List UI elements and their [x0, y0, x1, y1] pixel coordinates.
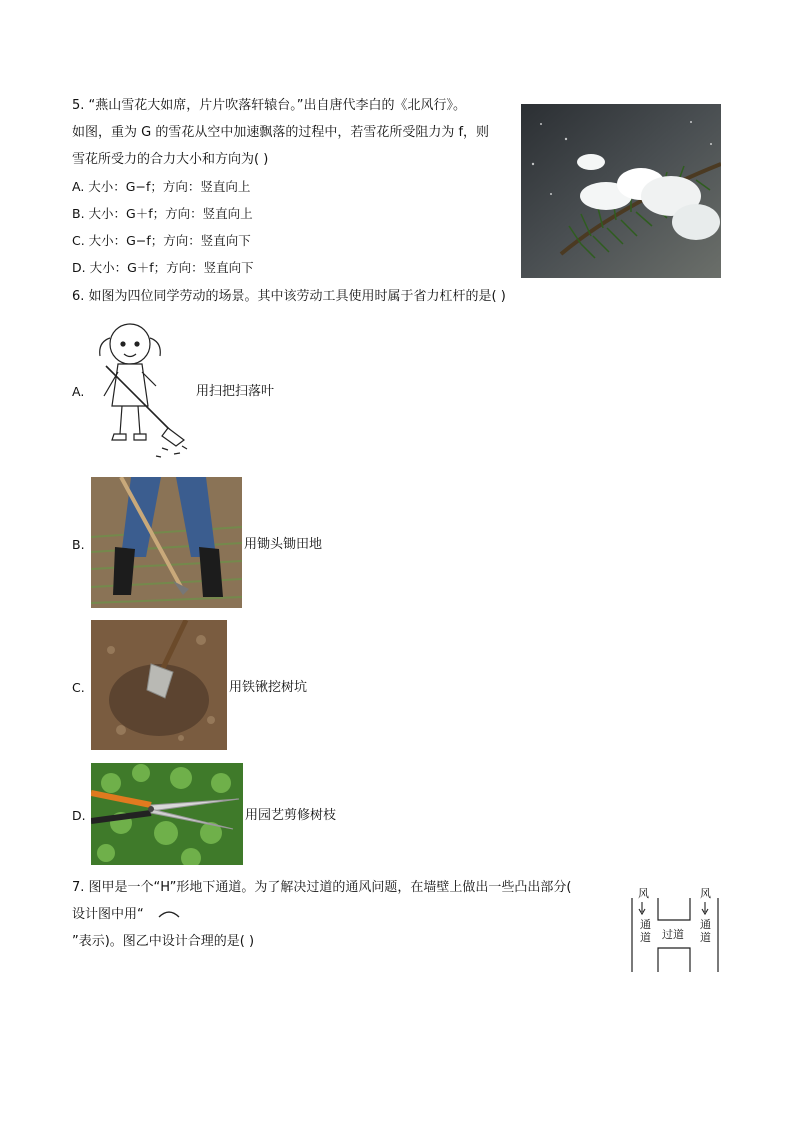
channel-left-label: 通道 [640, 918, 651, 944]
q5-option-c: C. 大小：G−f；方向：竖直向下 [72, 233, 251, 248]
q5-option-b: B. 大小：G＋f；方向：竖直向上 [72, 206, 253, 221]
q5-line-2: 如图，重为 G 的雪花从空中加速飘落的过程中，若雪花所受阻力为 f，则 [72, 125, 490, 140]
channel-right-label: 通道 [700, 918, 711, 944]
q5-line-1: 5. “燕山雪花大如席，片片吹落轩辕台。”出自唐代李白的《北风行》。 [72, 98, 467, 113]
hoeing-field-photo [91, 477, 242, 608]
q5-line-3: 雪花所受力的合力大小和方向为( ) [72, 152, 269, 167]
shovel-digging-photo [91, 620, 227, 750]
q6-stem: 6. 如图为四位同学劳动的场景。其中该劳动工具使用时属于省力杠杆的是( ) [72, 289, 506, 304]
wind-right-label: 风 [700, 887, 711, 900]
passage-label: 过道 [662, 928, 684, 941]
q6-option-b-letter: B. [72, 537, 85, 552]
q7-line-2: 设计图中用“ [72, 907, 144, 922]
q6-option-a-caption: 用扫把扫落叶 [196, 384, 275, 399]
q5-option-d: D. 大小：G＋f；方向：竖直向下 [72, 260, 254, 275]
q6-option-a-letter: A. [72, 384, 85, 399]
q6-option-d-letter: D. [72, 808, 86, 823]
q5-option-a: A. 大小：G−f；方向：竖直向上 [72, 179, 251, 194]
garden-shears-photo [91, 763, 243, 865]
q6-option-c-caption: 用铁锹挖树坑 [229, 680, 308, 695]
snow-pine-photo [521, 104, 721, 278]
girl-sweeping-illustration [92, 316, 194, 462]
q7-line-3: ”表示)。图乙中设计合理的是( ) [72, 934, 255, 949]
q6-option-c-letter: C. [72, 680, 85, 695]
wind-left-label: 风 [638, 887, 649, 900]
q6-option-d-caption: 用园艺剪修树枝 [245, 808, 337, 823]
protrusion-symbol [158, 908, 180, 918]
q7-line-1: 7. 图甲是一个“H”形地下通道。为了解决过道的通风问题，在墙壁上做出一些凸出部分( [72, 880, 572, 895]
q6-option-b-caption: 用锄头锄田地 [244, 537, 323, 552]
h-passage-diagram [628, 884, 724, 976]
